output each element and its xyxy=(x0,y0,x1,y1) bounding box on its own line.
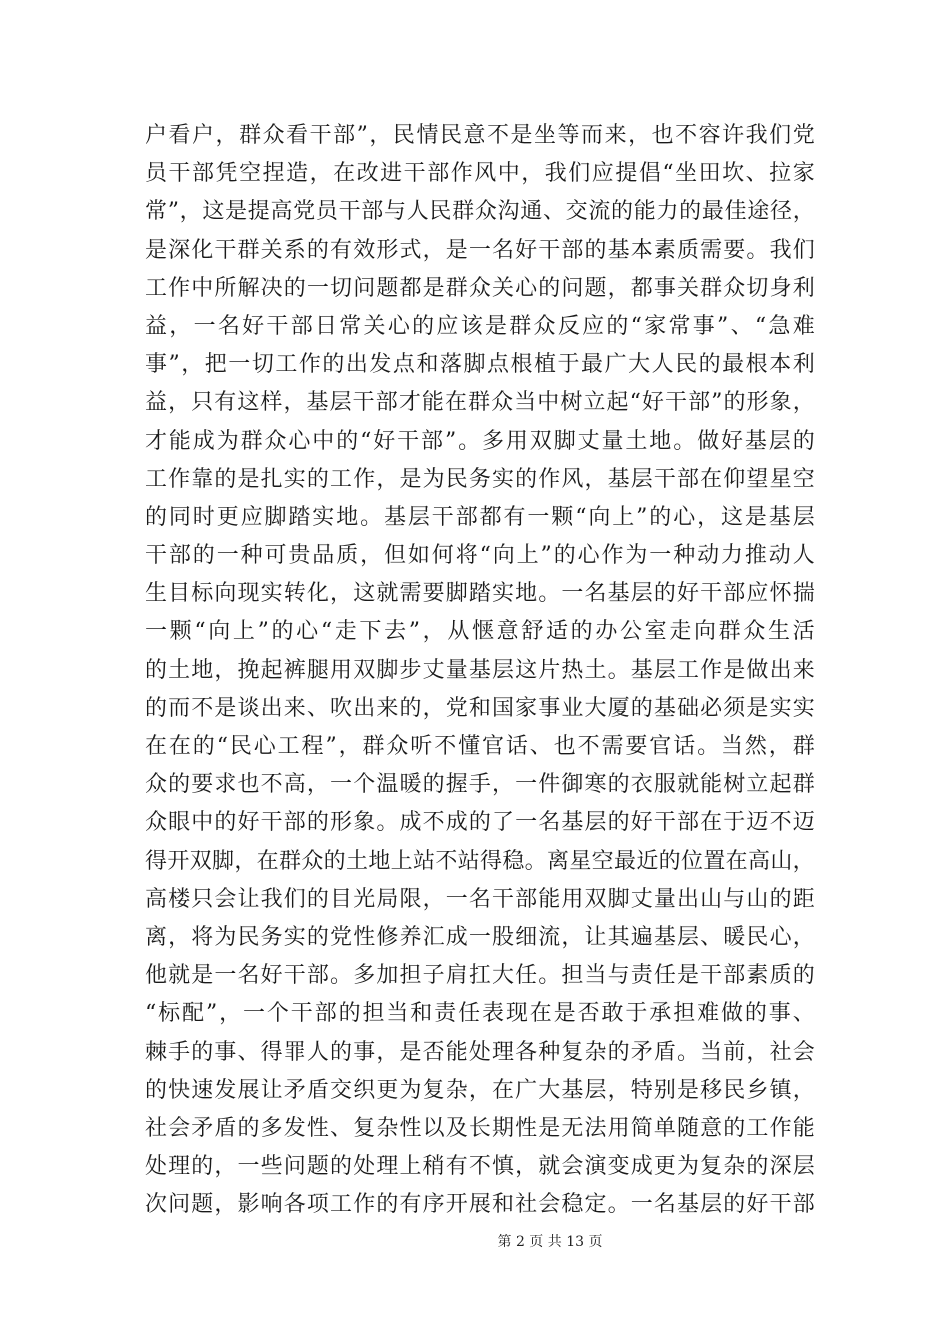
text-line: 益，只有这样，基层干部才能在群众当中树立起“好干部”的形象， xyxy=(145,390,815,416)
text-line: 一颗“向上”的心“走下去”，从惬意舒适的办公室走向群众生活 xyxy=(145,619,815,645)
text-line: 的而不是谈出来、吹出来的，党和国家事业大厦的基础必须是实实 xyxy=(145,695,815,721)
text-line: 众的要求也不高，一个温暖的握手，一件御寒的衣服就能树立起群 xyxy=(145,772,815,798)
page-number-footer: 第 2 页 共 13 页 xyxy=(497,1234,603,1250)
text-line: 户看户，群众看干部”，民情民意不是坐等而来，也不容许我们党 xyxy=(145,123,815,148)
text-line: 在在的“民心工程”，群众听不懂官话、也不需要官话。当然，群 xyxy=(145,734,815,759)
text-line: 生目标向现实转化，这就需要脚踏实地。一名基层的好干部应怀揣 xyxy=(145,581,815,607)
text-line: 众眼中的好干部的形象。成不成的了一名基层的好干部在于迈不迈 xyxy=(145,810,815,836)
text-line: 是深化干群关系的有效形式，是一名好干部的基本素质需要。我们 xyxy=(145,237,815,263)
text-line: 工作中所解决的一切问题都是群众关心的问题，都事关群众切身利 xyxy=(145,275,815,301)
text-line: 的快速发展让矛盾交织更为复杂，在广大基层，特别是移民乡镇， xyxy=(145,1077,815,1103)
text-line: 得开双脚，在群众的土地上站不站得稳。离星空最近的位置在高山， xyxy=(145,848,815,874)
text-line: 常”，这是提高党员干部与人民群众沟通、交流的能力的最佳途径， xyxy=(145,199,815,225)
text-line: 高楼只会让我们的目光局限，一名干部能用双脚丈量出山与山的距 xyxy=(145,886,815,912)
text-line: 的土地，挽起裤腿用双脚步丈量基层这片热土。基层工作是做出来 xyxy=(145,657,815,683)
text-line: 的同时更应脚踏实地。基层干部都有一颗“向上”的心，这是基层 xyxy=(145,504,815,530)
text-line: 工作靠的是扎实的工作，是为民务实的作风，基层干部在仰望星空 xyxy=(145,466,815,492)
text-line: 事”，把一切工作的出发点和落脚点根植于最广大人民的最根本利 xyxy=(145,352,815,378)
text-line: 才能成为群众心中的“好干部”。多用双脚丈量土地。做好基层的 xyxy=(145,428,815,454)
text-line: 益，一名好干部日常关心的应该是群众反应的“家常事”、“急难 xyxy=(145,313,815,339)
text-line: 他就是一名好干部。多加担子肩扛大任。担当与责任是干部素质的 xyxy=(145,963,815,989)
text-line: 干部的一种可贵品质，但如何将“向上”的心作为一种动力推动人 xyxy=(145,543,815,569)
text-line: 员干部凭空捏造，在改进干部作风中，我们应提倡“坐田坎、拉家 xyxy=(145,161,815,187)
text-line: 离，将为民务实的党性修养汇成一股细流，让其遍基层、暖民心， xyxy=(145,924,815,950)
text-line: 社会矛盾的多发性、复杂性以及长期性是无法用简单随意的工作能 xyxy=(145,1115,815,1141)
body-text xyxy=(145,117,815,1224)
text-line: “标配”，一个干部的担当和责任表现在是否敢于承担难做的事、 xyxy=(145,1001,815,1027)
text-line: 次问题，影响各项工作的有序开展和社会稳定。一名基层的好干部 xyxy=(145,1192,815,1218)
text-line: 处理的，一些问题的处理上稍有不慎，就会演变成更为复杂的深层 xyxy=(145,1154,815,1180)
text-line: 棘手的事、得罪人的事，是否能处理各种复杂的矛盾。当前，社会 xyxy=(145,1039,815,1065)
